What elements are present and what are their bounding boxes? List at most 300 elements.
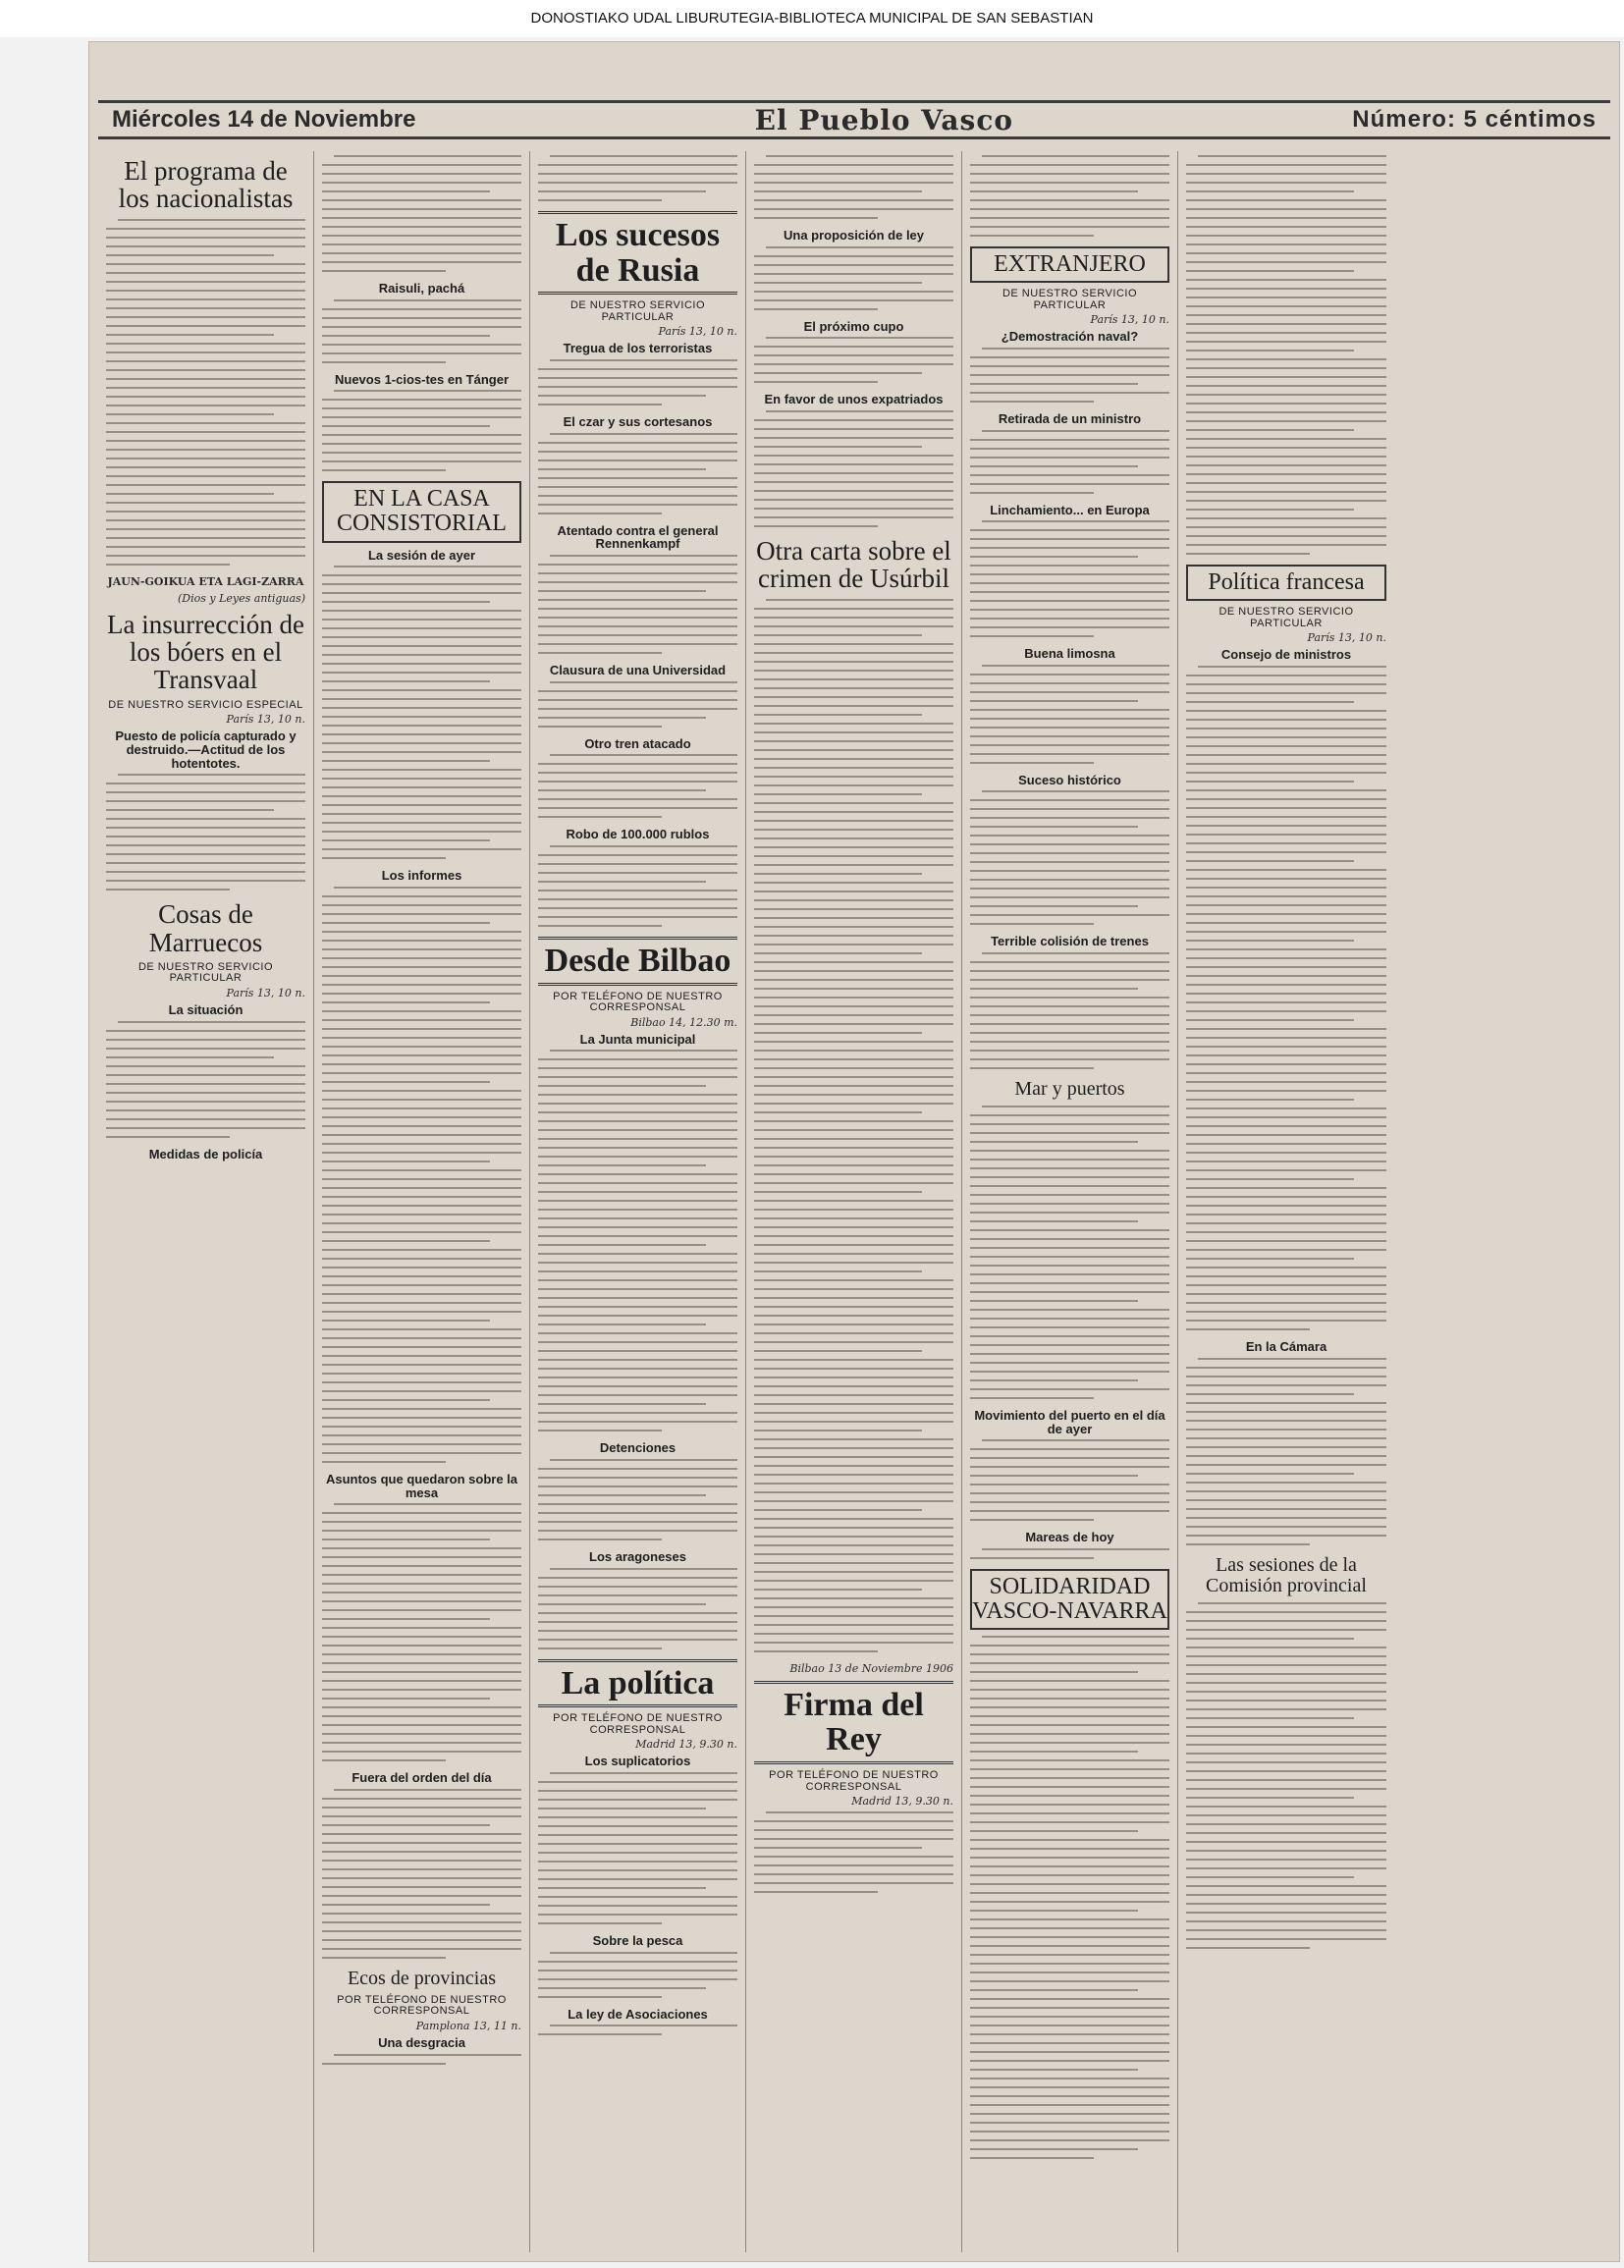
text-line	[322, 680, 490, 682]
text-line	[1186, 208, 1386, 210]
text-line	[1186, 332, 1386, 334]
text-line	[754, 372, 922, 374]
text-line	[970, 1005, 1169, 1007]
article-text	[538, 155, 737, 201]
text-line	[538, 898, 737, 900]
text-line	[322, 1662, 521, 1664]
text-line	[1186, 1196, 1386, 1198]
text-line	[538, 863, 737, 865]
text-line	[106, 1065, 305, 1067]
text-line	[1186, 728, 1386, 729]
text-line	[1186, 1473, 1354, 1475]
text-line	[538, 1120, 737, 1122]
text-line	[754, 643, 953, 645]
text-line	[754, 499, 953, 501]
text-line	[754, 1385, 953, 1387]
text-line	[754, 1456, 953, 1458]
text-line	[970, 1848, 1169, 1850]
text-line	[970, 618, 1169, 620]
text-line	[322, 1249, 521, 1251]
text-line	[538, 1621, 737, 1623]
text-line	[754, 1377, 953, 1378]
text-line	[538, 1421, 737, 1423]
section-banner: EN LA CASA CONSISTORIAL	[322, 481, 521, 542]
text-line	[982, 1439, 1169, 1441]
article-text	[538, 359, 737, 405]
text-line	[106, 307, 305, 309]
text-line	[754, 988, 953, 990]
text-line	[322, 1205, 521, 1207]
text-line	[322, 1930, 521, 1932]
text-line	[970, 1203, 1169, 1205]
text-line	[538, 1887, 706, 1889]
text-line	[322, 795, 521, 797]
text-line	[106, 369, 305, 371]
text-line	[106, 537, 305, 539]
text-line	[970, 808, 1169, 810]
text-line	[322, 1328, 521, 1330]
text-line	[322, 361, 446, 363]
text-line	[754, 208, 953, 210]
text-line	[754, 1147, 953, 1149]
text-line	[1186, 1001, 1386, 1003]
text-line	[106, 1101, 305, 1103]
text-line	[1186, 1638, 1354, 1640]
text-line	[1186, 394, 1386, 396]
text-line	[970, 474, 1169, 476]
text-line	[754, 784, 953, 786]
text-line	[106, 281, 305, 283]
text-line	[538, 1058, 737, 1060]
text-line	[970, 1041, 1169, 1043]
text-line	[538, 495, 737, 497]
text-line	[970, 356, 1169, 358]
text-line	[322, 1733, 521, 1735]
text-line	[1186, 1311, 1386, 1313]
text-line	[1186, 1437, 1386, 1439]
text-line	[538, 1235, 737, 1237]
text-line	[1186, 411, 1386, 413]
text-line	[970, 1865, 1169, 1867]
text-line	[754, 829, 953, 831]
text-line	[106, 378, 305, 380]
text-line	[1186, 1275, 1386, 1277]
text-line	[1186, 1647, 1386, 1648]
text-line	[1186, 500, 1386, 502]
text-line	[970, 2016, 1169, 2018]
text-line	[322, 1426, 521, 1428]
text-line	[970, 1067, 1094, 1069]
text-line	[322, 1381, 521, 1383]
text-line	[754, 1226, 953, 1228]
text-line	[538, 564, 737, 566]
text-line	[970, 1326, 1169, 1328]
text-line	[1186, 993, 1386, 995]
text-line	[106, 475, 305, 477]
text-line	[754, 1332, 953, 1334]
text-line	[106, 809, 274, 811]
text-line	[1186, 376, 1386, 378]
text-line	[970, 483, 1169, 485]
text-line	[322, 1653, 521, 1655]
text-line	[970, 1050, 1169, 1052]
text-line	[982, 1548, 1169, 1550]
text-line	[1186, 781, 1354, 783]
text-line	[106, 1074, 305, 1076]
text-line	[970, 1689, 1169, 1691]
article-text	[538, 754, 737, 818]
text-line	[538, 1403, 706, 1405]
text-line	[970, 1256, 1169, 1258]
text-line	[538, 581, 737, 583]
subheading: La Junta municipal	[579, 1031, 696, 1047]
text-line	[538, 1111, 737, 1113]
text-line	[106, 1039, 305, 1041]
text-line	[106, 334, 274, 336]
text-line	[322, 751, 521, 753]
text-line	[970, 1379, 1138, 1381]
text-line	[754, 1306, 953, 1308]
text-line	[106, 245, 305, 247]
text-line	[754, 1023, 953, 1025]
article-headline: El programa de los nacionalistas	[118, 156, 294, 214]
text-line	[322, 672, 521, 674]
text-line	[538, 1341, 737, 1343]
article-text	[754, 599, 953, 1652]
text-line	[754, 714, 922, 716]
text-line	[322, 645, 521, 647]
subheading: Suceso histórico	[1018, 772, 1121, 787]
text-line	[1186, 1726, 1386, 1728]
subheading: Raisuli, pachá	[378, 281, 465, 296]
article-text	[322, 887, 521, 1463]
text-line	[754, 299, 953, 301]
subheading: Buena limosna	[1024, 646, 1115, 662]
text-line	[322, 399, 521, 401]
text-line	[1186, 1673, 1386, 1675]
text-line	[322, 1512, 521, 1514]
text-line	[970, 826, 1138, 828]
text-line	[754, 758, 953, 760]
text-line	[982, 155, 1169, 157]
article-text	[322, 566, 521, 859]
text-line	[754, 1544, 953, 1546]
text-line	[766, 599, 953, 601]
text-line	[106, 440, 305, 442]
text-line	[322, 1187, 521, 1189]
text-line	[322, 1868, 521, 1870]
text-line	[322, 1099, 521, 1101]
text-line	[322, 778, 521, 780]
text-line	[106, 449, 305, 451]
text-line	[538, 1612, 737, 1614]
text-line	[970, 1733, 1169, 1735]
text-line	[754, 820, 953, 822]
text-line	[322, 975, 521, 977]
text-line	[970, 1918, 1169, 1920]
text-line	[970, 674, 1169, 675]
text-line	[322, 1240, 490, 1242]
article-text	[538, 1568, 737, 1649]
text-line	[754, 273, 953, 275]
text-line	[538, 1896, 737, 1898]
article-text	[1186, 155, 1386, 555]
text-line	[550, 1459, 737, 1461]
text-line	[538, 699, 737, 701]
text-line	[754, 217, 878, 219]
text-line	[322, 226, 521, 228]
text-line	[322, 574, 521, 576]
text-line	[1186, 270, 1354, 272]
text-line	[754, 935, 953, 937]
text-line	[754, 970, 953, 972]
issue-date: Miércoles 14 de Noviembre	[112, 106, 416, 133]
text-line	[1186, 957, 1386, 959]
text-line	[538, 1978, 737, 1980]
text-line	[1186, 1620, 1386, 1622]
text-line	[538, 708, 737, 710]
text-line	[334, 1789, 521, 1791]
column-3	[530, 151, 746, 2252]
text-line	[106, 889, 230, 891]
text-line	[322, 1072, 521, 1074]
text-line	[970, 582, 1169, 584]
text-line	[322, 1337, 521, 1339]
text-line	[538, 807, 737, 809]
text-line	[1186, 1028, 1386, 1030]
text-line	[106, 316, 305, 318]
text-line	[754, 723, 953, 725]
text-line	[970, 735, 1169, 737]
text-line	[970, 718, 1169, 720]
text-line	[322, 1107, 521, 1109]
text-line	[106, 1092, 305, 1094]
text-line	[322, 425, 490, 427]
text-line	[322, 822, 521, 824]
text-line	[970, 709, 1169, 711]
text-line	[970, 1023, 1169, 1025]
text-line	[1186, 1063, 1386, 1065]
masthead	[98, 100, 1610, 139]
text-line	[1186, 887, 1386, 889]
text-line	[322, 966, 521, 968]
text-line	[754, 652, 953, 654]
dateline: (Dios y Leyes antiguas)	[178, 591, 305, 605]
text-line	[538, 486, 737, 488]
text-line	[322, 1284, 521, 1286]
column-1	[98, 151, 314, 2252]
text-line	[550, 1050, 737, 1052]
section-headline: La política	[538, 1659, 737, 1708]
text-line	[538, 816, 662, 818]
text-line	[322, 1759, 446, 1761]
text-line	[970, 2051, 1169, 2053]
text-line	[538, 1076, 737, 1078]
text-line	[1186, 1912, 1386, 1914]
text-line	[1186, 1508, 1386, 1510]
text-line	[334, 390, 521, 392]
subheading: Terrible colisión de trenes	[991, 934, 1149, 949]
article-text	[106, 1021, 305, 1138]
text-line	[1186, 420, 1386, 422]
article-text	[970, 155, 1169, 237]
text-line	[970, 1936, 1169, 1938]
text-line	[970, 923, 1094, 925]
text-line	[754, 1856, 953, 1858]
text-line	[754, 864, 953, 866]
text-line	[754, 678, 953, 680]
text-line	[1186, 1284, 1386, 1286]
text-line	[322, 1258, 521, 1260]
text-line	[538, 717, 706, 719]
text-line	[538, 1834, 737, 1836]
text-line	[106, 844, 305, 846]
text-line	[970, 1653, 1169, 1655]
newspaper-page	[88, 41, 1620, 2262]
text-line	[538, 1350, 737, 1352]
dateline: París 13, 10 n.	[1307, 631, 1386, 645]
text-line	[970, 1212, 1169, 1214]
text-line	[106, 880, 305, 882]
text-line	[754, 1129, 953, 1131]
text-line	[754, 1350, 922, 1352]
text-line	[322, 848, 521, 850]
text-line	[1186, 1717, 1354, 1719]
text-line	[1186, 1543, 1310, 1545]
text-line	[754, 855, 953, 857]
text-line	[1186, 1320, 1386, 1322]
dateline: Madrid 13, 9.30 n.	[635, 1738, 737, 1752]
text-line	[322, 1851, 521, 1853]
text-line	[1186, 1903, 1386, 1905]
text-line	[754, 617, 953, 619]
wire-credit: POR TELÉFONO DE NUESTRO CORRESPONSAL	[553, 990, 723, 1014]
text-line	[970, 199, 1169, 201]
text-line	[1186, 1019, 1354, 1021]
text-line	[106, 263, 305, 265]
text-line	[970, 529, 1169, 531]
text-line	[970, 1786, 1169, 1788]
text-line	[106, 564, 230, 566]
article-text	[538, 1952, 737, 1998]
text-line	[970, 2148, 1138, 2150]
text-line	[106, 800, 305, 802]
text-line	[1186, 1010, 1386, 1012]
text-line	[970, 217, 1169, 219]
text-line	[1186, 305, 1386, 307]
text-line	[970, 1768, 1169, 1770]
article-headline: La insurrección de los bóers en el Transvaal	[107, 609, 304, 695]
article-text	[538, 1050, 737, 1431]
subheading: Detenciones	[599, 1440, 677, 1456]
text-line	[970, 1927, 1169, 1929]
text-line	[1186, 825, 1386, 827]
text-line	[106, 1136, 230, 1138]
text-line	[538, 1129, 737, 1131]
text-line	[970, 1662, 1169, 1664]
text-line	[1186, 1806, 1386, 1808]
text-line	[970, 1353, 1169, 1355]
article-text	[322, 1789, 521, 1959]
text-line	[1186, 190, 1354, 192]
text-line	[550, 555, 737, 557]
article-headline: Ecos de provincias	[347, 1967, 497, 1989]
subheading: Atentado contra el general Rennenkampf	[557, 522, 719, 552]
text-line	[970, 1475, 1138, 1477]
column-2	[314, 151, 530, 2252]
text-line	[970, 1501, 1169, 1503]
text-line	[322, 1565, 521, 1567]
text-line	[754, 1200, 953, 1202]
text-line	[1186, 1187, 1386, 1189]
text-line	[106, 254, 274, 256]
text-line	[754, 1624, 953, 1626]
text-line	[106, 791, 305, 793]
text-line	[970, 896, 1169, 898]
text-line	[754, 1050, 953, 1052]
text-line	[1186, 984, 1386, 986]
text-line	[754, 1864, 953, 1866]
text-line	[538, 1521, 737, 1523]
text-line	[1198, 1358, 1386, 1360]
text-line	[322, 760, 490, 762]
text-line	[1186, 1090, 1386, 1092]
text-line	[766, 246, 953, 248]
text-line	[754, 1164, 953, 1166]
text-line	[538, 504, 737, 506]
text-line	[970, 1971, 1169, 1973]
text-line	[970, 1715, 1169, 1717]
text-line	[1186, 1411, 1386, 1413]
text-line	[322, 308, 521, 310]
subheading: Medidas de policía	[148, 1146, 263, 1161]
text-line	[982, 1106, 1169, 1107]
text-line	[970, 1910, 1138, 1912]
section-headline: Desde Bilbao	[538, 937, 737, 986]
dateline: Pamplona 13, 11 n.	[415, 2019, 521, 2032]
text-line	[754, 346, 953, 348]
text-line	[1186, 1302, 1386, 1304]
text-line	[322, 1574, 521, 1576]
text-line	[754, 1173, 953, 1175]
text-line	[538, 468, 706, 470]
article-text	[322, 299, 521, 363]
text-line	[538, 1603, 706, 1605]
text-line	[1186, 491, 1386, 493]
text-line	[754, 1650, 878, 1652]
text-line	[1186, 464, 1386, 466]
text-line	[970, 997, 1169, 999]
text-line	[538, 164, 737, 166]
text-line	[982, 348, 1169, 350]
text-line	[538, 690, 737, 692]
text-line	[538, 1530, 737, 1532]
text-line	[322, 1417, 521, 1419]
text-line	[538, 652, 662, 654]
text-line	[1186, 482, 1386, 484]
article-text	[970, 1439, 1169, 1521]
text-line	[754, 1430, 922, 1431]
text-line	[754, 291, 953, 293]
text-line	[322, 857, 446, 859]
text-line	[1186, 1655, 1386, 1657]
text-line	[538, 173, 737, 175]
text-line	[754, 1571, 953, 1573]
text-line	[538, 1861, 737, 1863]
text-line	[1186, 745, 1386, 747]
text-line	[322, 1948, 521, 1950]
article-text	[538, 681, 737, 728]
